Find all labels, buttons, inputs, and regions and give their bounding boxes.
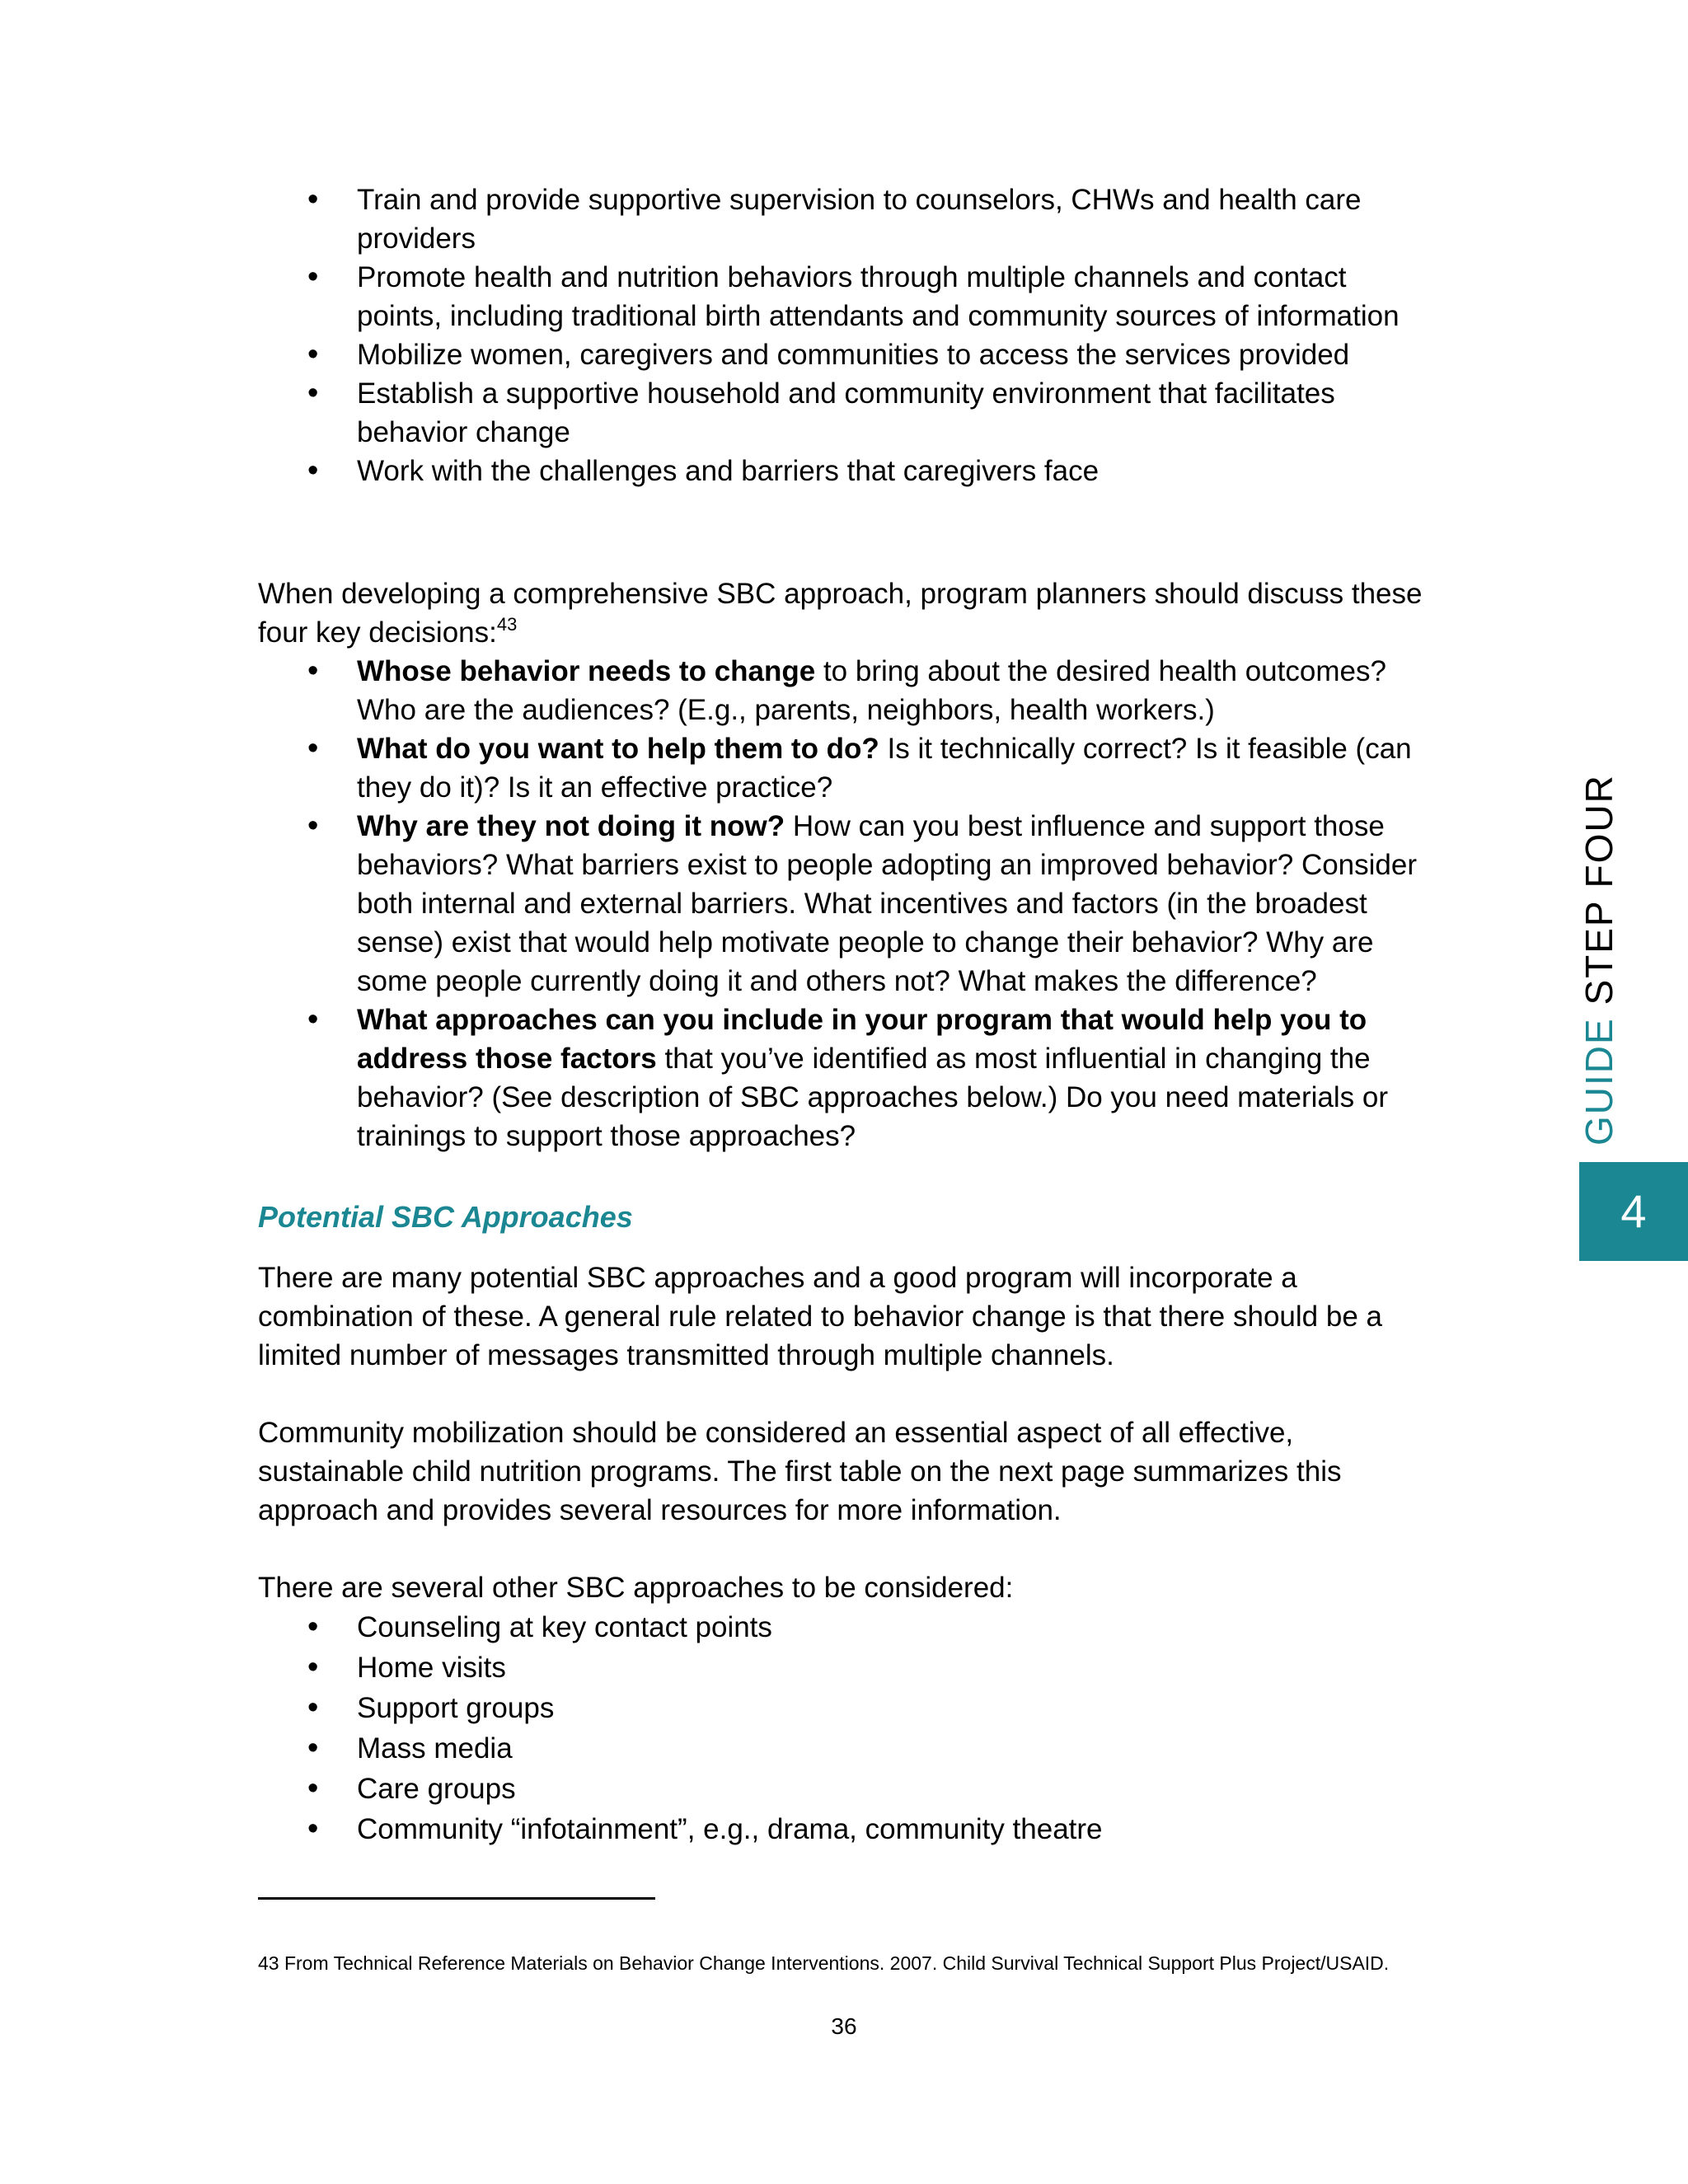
list-item: • Home visits	[258, 1647, 1437, 1688]
list-item: • Train and provide supportive supervision to counselors, CHWs and health care providers	[258, 180, 1437, 258]
paragraph: There are many potential SBC approaches and a good program will incorporate a combination of these. A general rule related to behavior change is that there should be a limited number of messages transmitted through multiple channels.	[258, 1262, 1382, 1371]
step-number-tab	[1579, 1162, 1688, 1261]
list-item: • Work with the challenges and barriers that caregivers face	[258, 452, 1437, 490]
decision-item	[258, 1001, 1437, 1155]
step-number: 4	[1620, 1185, 1647, 1237]
decision-question: Whose behavior needs to change	[357, 655, 816, 687]
page-number: 36	[831, 2013, 857, 2039]
list-item: • Establish a supportive household and community environment that facilitates behavior change	[258, 374, 1437, 452]
top-bullet-list	[258, 180, 1437, 490]
decision-item	[258, 652, 1437, 729]
decision-question: What do you want to help them to do?	[357, 733, 879, 765]
footnote-divider	[258, 1897, 655, 1900]
decision-question: Why are they not doing it now?	[357, 810, 785, 842]
side-tab-label	[1578, 774, 1620, 1146]
intro-paragraph	[258, 574, 1437, 652]
paragraph: There are several other SBC approaches to be considered:	[258, 1572, 1014, 1604]
decision-detail: that you’ve identified as most influential in changing the behavior? (See description of SBC approaches below.) Do you need materials or trainings to support those approaches?	[357, 1043, 1388, 1152]
list-item: • Mass media	[258, 1728, 1437, 1769]
decision-detail: to bring about the desired health outcomes? Who are the audiences? (E.g., parents, neighbors, health workers.)	[357, 655, 1386, 726]
list-item: • Care groups	[258, 1769, 1437, 1809]
list-item: • Mobilize women, caregivers and communities to access the services provided	[258, 335, 1437, 374]
key-decisions-section	[258, 574, 1437, 1155]
list-item: • Community “infotainment”, e.g., drama, community theatre	[258, 1809, 1437, 1849]
list-item: • Promote health and nutrition behaviors through multiple channels and contact points, including traditional birth attendants and community sources of information	[258, 258, 1437, 335]
decision-question: What approaches can you include in your program that would help you to address those factors	[357, 1004, 1367, 1075]
approaches-section	[258, 1258, 1437, 1849]
decision-item	[258, 729, 1437, 807]
footnote-ref: 43	[496, 614, 518, 635]
paragraph: Community mobilization should be considered an essential aspect of all effective, sustainable child nutrition programs. The first table on the next page summarizes this approach and provides several resources for more information.	[258, 1417, 1342, 1526]
list-item: • Counseling at key contact points	[258, 1607, 1437, 1647]
section-heading: Potential SBC Approaches	[258, 1200, 633, 1234]
side-tab-step: STEP FOUR	[1578, 774, 1620, 1018]
list-item: • Support groups	[258, 1688, 1437, 1728]
side-tab-guide: GUIDE	[1578, 1017, 1620, 1146]
decision-detail: How can you best influence and support those behaviors? What barriers exist to people adopting an improved behavior? Consider both internal and external barriers. What incentives and factors (in the broadest sense) exist that would help motivate people to change their behavior? Why are some people currently doing it and others not? What makes the difference?	[357, 810, 1418, 997]
footnote: 43 From Technical Reference Materials on Behavior Change Interventions. 2007. Child Survival Technical Support Plus Project/USAID.	[258, 1952, 1390, 1974]
decision-detail: Is it technically correct? Is it feasible (can they do it)? Is it an effective practice?	[357, 733, 1412, 804]
intro-text: When developing a comprehensive SBC approach, program planners should discuss these four key decisions:	[258, 578, 1423, 649]
decision-item	[258, 807, 1437, 1001]
